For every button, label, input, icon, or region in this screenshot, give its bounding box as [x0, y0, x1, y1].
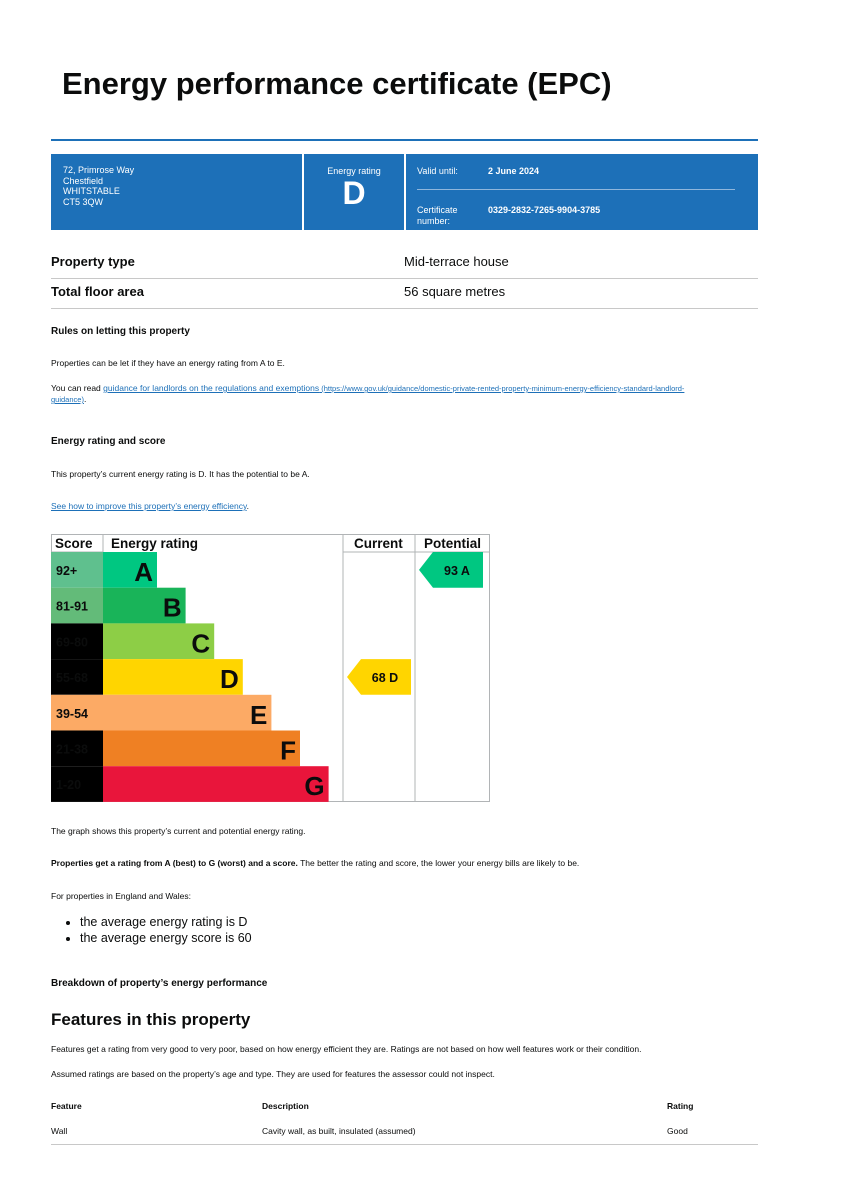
chart-header-label: Energy rating — [111, 536, 199, 551]
summary-banner — [51, 154, 758, 230]
rating-bar — [103, 766, 329, 802]
features-para: Features get a rating from very good to very poor, based on how energy efficient they are. Ratings are not based on how well features work or their condition. — [51, 1044, 642, 1054]
rating-letter: F — [280, 735, 296, 766]
potential-rating-label: 93 A — [444, 564, 470, 578]
info-separator — [417, 189, 735, 190]
improve-para: See how to improve this property’s energy efficiency. — [51, 501, 249, 511]
rating-column-header: Rating — [667, 1101, 694, 1111]
description-column-header: Description — [262, 1101, 309, 1111]
rating-letter: B — [162, 592, 182, 623]
assumed-para: Assumed ratings are based on the property’s age and type. They are used for features the assessor could not inspect. — [51, 1069, 495, 1079]
rating-para: This property’s current energy rating is D. It has the potential to be A. — [51, 469, 310, 479]
score-range-label: 92+ — [56, 564, 78, 578]
score-range-label: 1-20 — [56, 778, 82, 793]
rating-explanation: Properties get a rating from A (best) to G (worst) and a score. The better the rating and score, the lower your energy bills are likely to be. — [51, 858, 580, 868]
score-range-label: 81-91 — [56, 599, 88, 614]
property-type-label: Property type — [51, 254, 135, 269]
rating-letter: G — [304, 771, 325, 802]
score-range-label: 21-38 — [56, 742, 88, 757]
score-range-label: 69-80 — [56, 635, 88, 650]
valid-until-value: 2 June 2024 — [488, 166, 540, 176]
list-item: the average energy score is 60 — [66, 931, 252, 947]
page-title: Energy performance certificate (EPC) — [62, 66, 612, 101]
table-row-divider — [51, 1144, 758, 1145]
letting-heading: Rules on letting this property — [51, 326, 190, 337]
rating-heading: Energy rating and score — [51, 436, 166, 447]
current-rating-label: 68 D — [371, 671, 399, 686]
landlord-guidance-url-cont[interactable]: guidance) — [51, 395, 84, 404]
energy-rating-chart — [51, 534, 490, 802]
energy-rating-block — [304, 154, 404, 230]
chart-header-label: Score — [55, 536, 93, 551]
energy-rating-graph — [51, 534, 490, 802]
address-line: 72, Primrose Way — [63, 165, 135, 175]
rating-letter: A — [134, 557, 153, 587]
rating-letter: D — [220, 664, 239, 695]
landlord-guidance-para: You can read guidance for landlords on the regulations and exemptions (https://www.gov.uk/guidance/domestic-private-rented-property-minimum-energy-efficiency-standard-landlord- guidance). — [51, 383, 685, 404]
valid-until-label: Valid until: — [417, 166, 458, 176]
rating-cell: Good — [667, 1126, 688, 1136]
address-line: Chestfield — [63, 175, 104, 186]
energy-rating-label: Energy rating — [327, 166, 381, 176]
graph-note: The graph shows this property’s current and potential energy rating. — [51, 826, 306, 836]
certificate-info — [406, 154, 758, 230]
certificate-number-label: Certificate number: — [417, 205, 458, 226]
breakdown-heading: Breakdown of property’s energy performance — [51, 978, 268, 989]
feature-cell: Wall — [51, 1126, 68, 1136]
list-item: the average energy rating is D — [66, 915, 252, 931]
description-cell: Cavity wall, as built, insulated (assumed) — [262, 1126, 416, 1136]
rating-bar — [103, 731, 300, 767]
address-block — [51, 154, 302, 230]
improve-efficiency-link[interactable]: See how to improve this property’s energy efficiency — [51, 501, 247, 511]
address-line: WHITSTABLE — [63, 186, 120, 196]
features-heading: Features in this property — [51, 1010, 251, 1029]
rating-letter: E — [250, 699, 268, 730]
property-type-value: Mid-terrace house — [404, 254, 509, 269]
rating-letter: C — [191, 628, 211, 659]
floor-area-label: Total floor area — [51, 284, 144, 299]
score-range-label: 55-68 — [56, 671, 88, 686]
landlord-guidance-link[interactable]: guidance for landlords on the regulations and exemptions — [103, 383, 320, 393]
rating-bar — [103, 695, 271, 731]
property-type-row — [51, 248, 758, 279]
chart-header-label: Potential — [424, 536, 482, 551]
address-line: CT5 3QW — [63, 196, 104, 207]
average-list — [66, 915, 252, 946]
floor-area-value: 56 square metres — [404, 284, 506, 299]
title-rule — [51, 139, 758, 141]
score-range-label: 39-54 — [56, 706, 88, 721]
feature-column-header: Feature — [51, 1101, 82, 1111]
england-wales-note: For properties in England and Wales: — [51, 891, 192, 901]
energy-rating-value: D — [342, 175, 366, 211]
certificate-number: 0329-2832-7265-9904-3785 — [488, 205, 601, 215]
letting-para: Properties can be let if they have an energy rating from A to E. — [51, 358, 285, 368]
chart-header-label: Current — [354, 536, 403, 551]
landlord-guidance-url[interactable]: (https://www.gov.uk/guidance/domestic-private-rented-property-minimum-energy-efficiency-standard-landlord- — [319, 384, 685, 393]
floor-area-row — [51, 278, 758, 309]
